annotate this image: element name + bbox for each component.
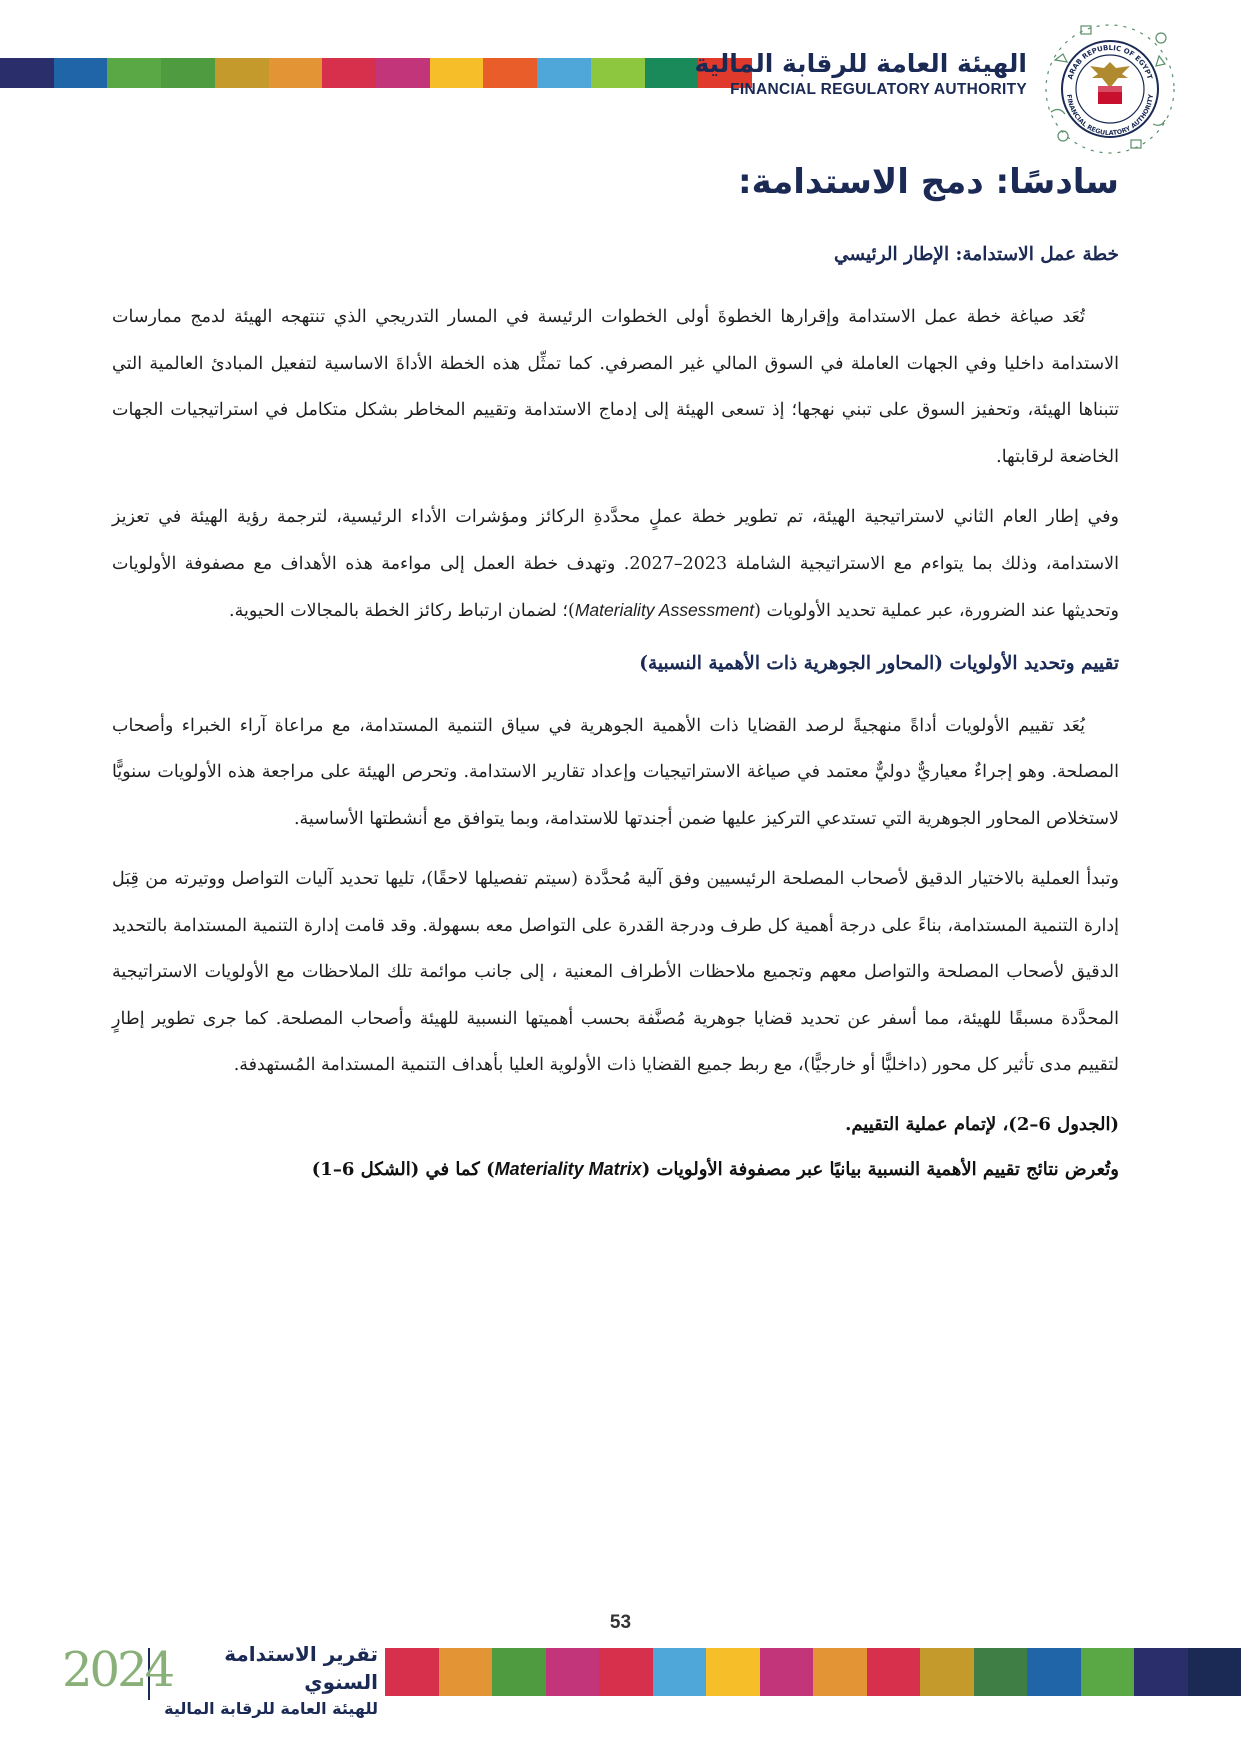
header-stripe xyxy=(215,58,269,88)
header-stripe xyxy=(537,58,591,88)
header-stripe xyxy=(0,58,54,88)
header-stripe xyxy=(483,58,537,88)
footer-stripe xyxy=(653,1648,707,1696)
paragraph-strategy xyxy=(112,494,1119,635)
paragraph-process: وتبدأ العملية بالاختيار الدقيق لأصحاب المصلحة الرئيسيين وفق آلية مُحدَّدة (سيتم تفصيلها لاحقًا)، تليها تحديد آليات التواصل ووتيرته من قِبَل إدارة التنمية المستدامة، بناءً على درجة أهمية كل طرف ودرجة القدرة على التواصل معه بسهولة. وقد قامت إدارة التنمية المستدامة بالتحديد الدقيق لأصحاب المصلحة والتواصل معهم وتجميع ملاحظات الأطراف المعنية ، إلى جانب موائمة تلك الملاحظات مع الأولويات الاستراتيجية المحدَّدة مسبقًا للهيئة، مما أسفر عن تحديد قضايا جوهرية مُصنَّفة بحسب أهميتها النسبية للهيئة وأصحاب المصلحة. كما جرى تطوير إطارٍ لتقييم مدى تأثير كل محور (داخليًّا أو خارجيًّا)، مع ربط جميع القضايا ذات الأولوية العليا بأهداف التنمية المستدامة المُستهدفة. xyxy=(112,869,1119,1075)
footer-stripe xyxy=(706,1648,760,1696)
header-stripe xyxy=(645,58,699,88)
footer-stripe xyxy=(974,1648,1028,1696)
footer-stripe xyxy=(1027,1648,1081,1696)
footer-report-title xyxy=(150,1640,378,1722)
page-content xyxy=(112,160,1119,1192)
footer-stripe xyxy=(492,1648,546,1696)
header-stripe xyxy=(322,58,376,88)
seal-icon xyxy=(1041,20,1179,158)
footer-stripe xyxy=(599,1648,653,1696)
figure-reference-text-2: ) كما في (الشكل 6–1) xyxy=(311,1158,495,1180)
subheading-materiality: تقييم وتحديد الأولويات (المحاور الجوهرية ذات الأهمية النسبية) xyxy=(639,652,1119,674)
header-stripe xyxy=(107,58,161,88)
footer-stripe xyxy=(920,1648,974,1696)
organization-name-english: FINANCIAL REGULATORY AUTHORITY xyxy=(730,81,1027,98)
footer-year-logo: 2024 xyxy=(62,1642,173,1698)
paragraph-strategy-text-2: )؛ لضمان ارتباط ركائز الخطة بالمجالات الحيوية. xyxy=(229,601,575,621)
footer-stripe xyxy=(760,1648,814,1696)
footer-stripe xyxy=(385,1648,439,1696)
paragraph-materiality-definition: يُعَد تقييم الأولويات أداةً منهجيةً لرصد القضايا ذات الأهمية الجوهرية في سياق التنمية المستدامة، مع مراعاة آراء الخبراء وأصحاب المصلحة. وهو إجراءٌ معياريٌّ دوليٌّ معتمد في صياغة الاستراتيجيات وإعداد تقارير الاستدامة. وتحرص الهيئة على مراجعة هذه الأولويات سنويًّا لاستخلاص المحاور الجوهرية التي تستدعي التركيز عليها ضمن أجندتها للاستدامة، وبما يتوافق مع أنشطتها الأساسية. xyxy=(112,715,1119,829)
footer-stripe xyxy=(1188,1648,1241,1696)
header-stripe xyxy=(376,58,430,88)
svg-text:ARAB REPUBLIC OF EGYPT: ARAB REPUBLIC OF EGYPT xyxy=(1066,43,1154,81)
footer-stripe xyxy=(546,1648,600,1696)
organization-name-arabic: الهيئة العامة للرقابة المالية xyxy=(694,49,1027,78)
footer-stripe xyxy=(1134,1648,1188,1696)
footer-stripe xyxy=(1081,1648,1135,1696)
header-color-stripes xyxy=(0,58,752,88)
header-stripe xyxy=(430,58,484,88)
header-stripe xyxy=(161,58,215,88)
header-stripe xyxy=(269,58,323,88)
footer-stripe xyxy=(867,1648,921,1696)
term-materiality-matrix: Materiality Matrix xyxy=(494,1158,642,1179)
footer-report-title-line1: تقرير الاستدامة السنوي xyxy=(224,1642,378,1694)
table-reference: (الجدول 6–2)، لإتمام عملية التقييم. xyxy=(845,1113,1119,1135)
footer-stripe xyxy=(439,1648,493,1696)
section-title: سادسًا: دمج الاستدامة: xyxy=(738,162,1119,202)
subheading-sustainability-plan: خطة عمل الاستدامة: الإطار الرئيسي xyxy=(834,244,1119,265)
footer-color-stripes xyxy=(385,1648,1241,1696)
svg-text:FINANCIAL REGULATORY AUTHORITY: FINANCIAL REGULATORY AUTHORITY xyxy=(1065,93,1155,138)
term-materiality-assessment: Materiality Assessment xyxy=(574,600,755,620)
fra-seal-logo xyxy=(1041,20,1179,158)
paragraph-strategy-text-1: وفي إطار العام الثاني لاستراتيجية الهيئة، تم تطوير خطة عملٍ محدَّدةِ الركائز ومؤشرات الأداء الرئيسية، لترجمة رؤية الهيئة في تعزيز الاستدامة، وذلك بما يتواءم مع الاستراتيجية الشاملة 2023–2027. وتهدف خطة العمل إلى مواءمة هذه الأهداف مع مصفوفة الأولويات وتحديثها عند الضرورة، عبر عملية تحديد الأولويات ( xyxy=(112,507,1119,621)
figure-reference xyxy=(112,1147,1119,1192)
figure-reference-text-1: وتُعرض نتائج تقييم الأهمية النسبية بيانيًا عبر مصفوفة الأولويات ( xyxy=(641,1158,1119,1180)
header-stripe xyxy=(591,58,645,88)
paragraph-plan-intro: تُعَد صياغة خطة عمل الاستدامة وإقرارها الخطوةَ أولى الخطوات الرئيسة في المسار التدريجي الذي تنتهجه الهيئة لدمج ممارسات الاستدامة داخليا وفي الجهات العاملة في السوق المالي غير المصرفي. كما تمثِّل هذه الخطة الأداةَ الاساسية لتفعيل المبادئ العالمية التي تتبناها الهيئة، وتحفيز السوق على تبني نهجها؛ إذ تسعى الهيئة إلى إدماج الاستدامة وتقييم المخاطر بشكل متكامل في استراتيجيات الجهات الخاضعة لرقابتها. xyxy=(112,307,1119,467)
organization-name xyxy=(694,48,1027,100)
page-number: 53 xyxy=(609,1612,632,1633)
footer-stripe xyxy=(813,1648,867,1696)
footer-report-title-line2: للهيئة العامة للرقابة المالية xyxy=(164,1699,378,1718)
header-stripe xyxy=(54,58,108,88)
